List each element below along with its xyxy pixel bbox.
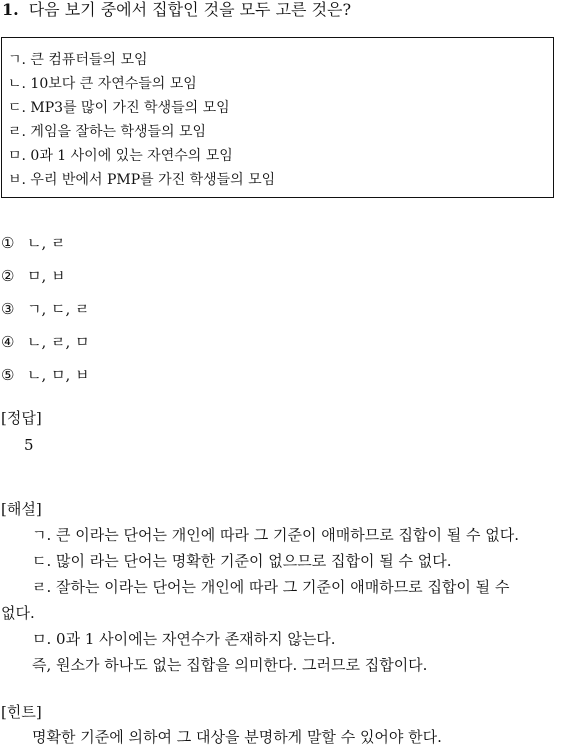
explanation-line: ㄷ. 많이 라는 단어는 명확한 기준이 없으므로 집합이 될 수 없다. [32, 552, 452, 570]
condition-box [1, 37, 554, 198]
hint-label: [힌트] [1, 703, 42, 721]
box-item: ㄴ. 10보다 큰 자연수들의 모임 [8, 76, 197, 92]
answer-label: [정답] [1, 409, 42, 427]
explanation-line: 없다. [1, 604, 35, 622]
box-item: ㅁ. 0과 1 사이에 있는 자연수의 모임 [8, 148, 233, 164]
choice-mark: ⑤ [1, 366, 15, 384]
question-title [2, 0, 351, 20]
choice-mark: ① [1, 234, 15, 252]
hint-text: 명확한 기준에 의하여 그 대상을 분명하게 말할 수 있어야 한다. [32, 728, 442, 746]
choice-4[interactable] [1, 333, 90, 351]
explanation-label: [해설] [1, 500, 42, 518]
explanation-line: ㅁ. 0과 1 사이에는 자연수가 존재하지 않는다. [32, 630, 336, 648]
choice-2[interactable] [1, 267, 66, 285]
choice-text: ㄱ, ㄷ, ㄹ [27, 300, 90, 318]
explanation-line: ㄱ. 큰 이라는 단어는 개인에 따라 그 기준이 애매하므로 집합이 될 수 없다. [32, 526, 519, 544]
choice-mark: ② [1, 267, 15, 285]
choice-5[interactable] [1, 366, 90, 384]
box-item: ㅂ. 우리 반에서 PMP를 가진 학생들의 모임 [8, 172, 276, 188]
box-item: ㄱ. 큰 컴퓨터들의 모임 [8, 52, 148, 68]
choice-text: ㄴ, ㅁ, ㅂ [27, 366, 90, 384]
answer-value: 5 [24, 436, 34, 454]
choice-text: ㄴ, ㄹ [27, 234, 66, 252]
choice-3[interactable] [1, 300, 90, 318]
explanation-line: 즉, 원소가 하나도 없는 집합을 의미한다. 그러므로 집합이다. [32, 656, 428, 674]
choice-text: ㄴ, ㄹ, ㅁ [27, 333, 90, 351]
question-number: 1. [2, 0, 19, 19]
choice-mark: ③ [1, 300, 15, 318]
choice-text: ㅁ, ㅂ [27, 267, 66, 285]
box-item: ㄹ. 게임을 잘하는 학생들의 모임 [8, 124, 207, 140]
explanation-line: ㄹ. 잘하는 이라는 단어는 개인에 따라 그 기준이 애매하므로 집합이 될 수 [32, 578, 510, 596]
choice-mark: ④ [1, 333, 15, 351]
box-item: ㄷ. MP3를 많이 가진 학생들의 모임 [8, 100, 230, 116]
question-text: 다음 보기 중에서 집합인 것을 모두 고른 것은? [28, 0, 352, 19]
choice-1[interactable] [1, 234, 66, 252]
